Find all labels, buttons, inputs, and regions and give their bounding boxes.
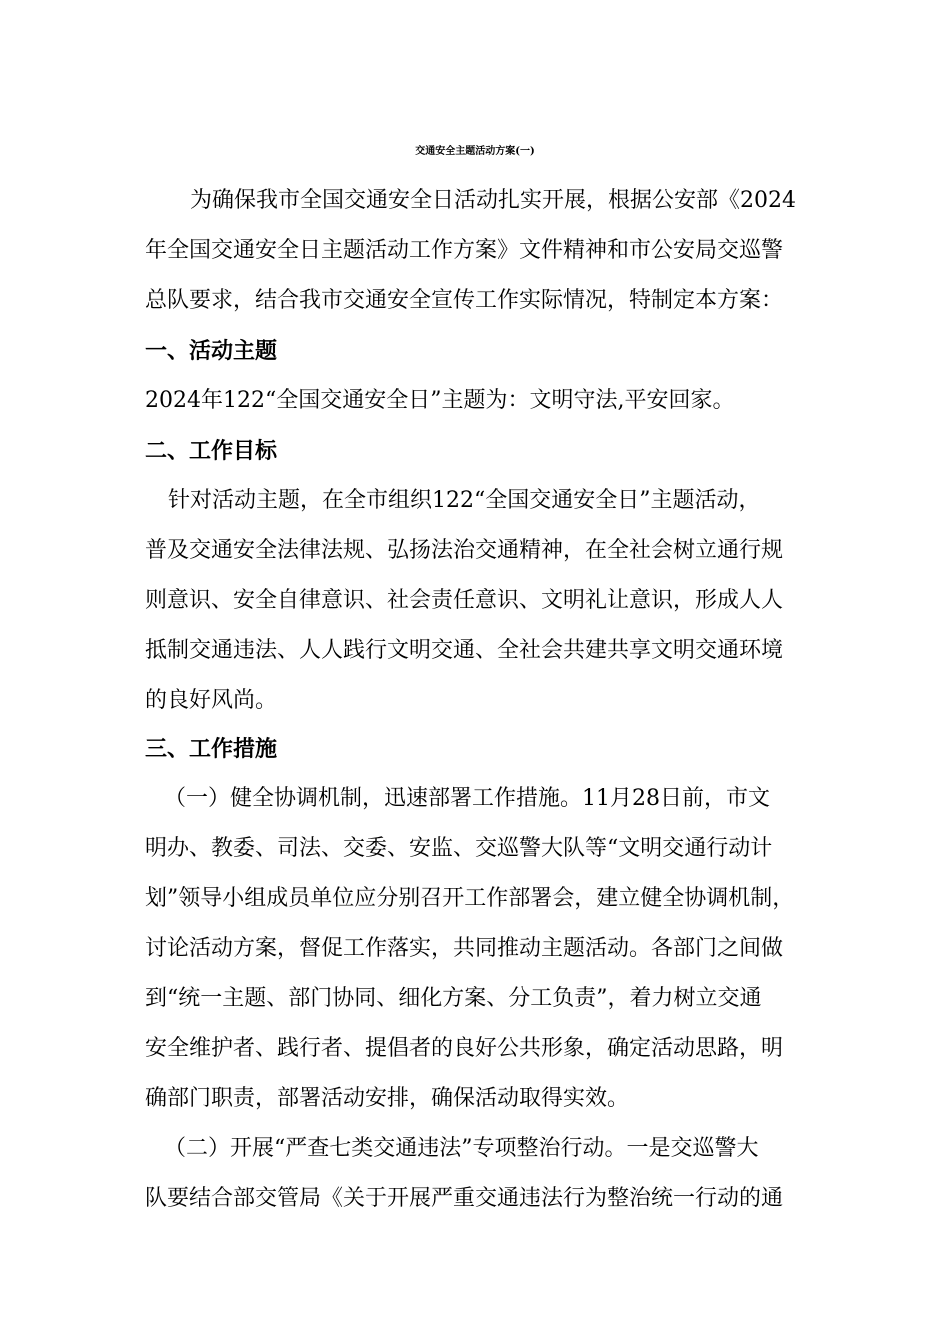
section-2-line-3: 则意识、安全自律意识、社会责任意识、文明礼让意识，形成人人	[145, 588, 784, 613]
intro-line-2: 年全国交通安全日主题活动工作方案》文件精神和市公安局交巡警	[145, 238, 784, 263]
section-3-para-1-line-3: 划”领导小组成员单位应分别召开工作部署会，建立健全协调机制，	[145, 886, 795, 911]
section-2-line-1: 针对活动主题，在全市组织122“全国交通安全日”主题活动，	[168, 488, 761, 513]
section-2-line-2: 普及交通安全法律法规、弘扬法治交通精神，在全社会树立通行规	[145, 538, 784, 563]
section-3-para-2-line-1: （二）开展“严查七类交通违法”专项整治行动。一是交巡警大	[164, 1136, 759, 1161]
section-2-line-5: 的良好风尚。	[145, 688, 278, 713]
section-2-line-4: 抵制交通违法、人人践行文明交通、全社会共建共享文明交通环境	[145, 638, 784, 663]
section-3-para-1-line-6: 安全维护者、践行者、提倡者的良好公共形象，确定活动思路，明	[145, 1036, 784, 1061]
section-3-para-1-line-4: 讨论活动方案，督促工作落实，共同推动主题活动。各部门之间做	[145, 936, 784, 961]
section-3-para-1-line-1: （一）健全协调机制，迅速部署工作措施。11月28日前，市文	[164, 786, 770, 811]
section-3-para-1-line-2: 明办、教委、司法、交委、安监、交巡警大队等“文明交通行动计	[145, 836, 773, 861]
intro-line-3: 总队要求，结合我市交通安全宣传工作实际情况，特制定本方案：	[145, 288, 784, 313]
section-3-para-2-line-2: 队要结合部交管局《关于开展严重交通违法行为整治统一行动的通	[145, 1186, 784, 1211]
section-3-heading: 三、工作措施	[145, 736, 278, 762]
section-2-heading: 二、工作目标	[145, 438, 278, 464]
intro-line-1: 为确保我市全国交通安全日活动扎实开展，根据公安部《2024	[190, 188, 796, 213]
document-title: 交通安全主题活动方案(一)	[415, 146, 535, 157]
section-1-heading: 一、活动主题	[145, 338, 278, 364]
section-3-para-1-line-5: 到“统一主题、部门协同、细化方案、分工负责”，着力树立交通	[145, 986, 762, 1011]
section-3-para-1-line-7: 确部门职责，部署活动安排，确保活动取得实效。	[145, 1086, 630, 1111]
section-1-line-1: 2024年122“全国交通安全日”主题为：文明守法,平安回家。	[145, 388, 735, 413]
